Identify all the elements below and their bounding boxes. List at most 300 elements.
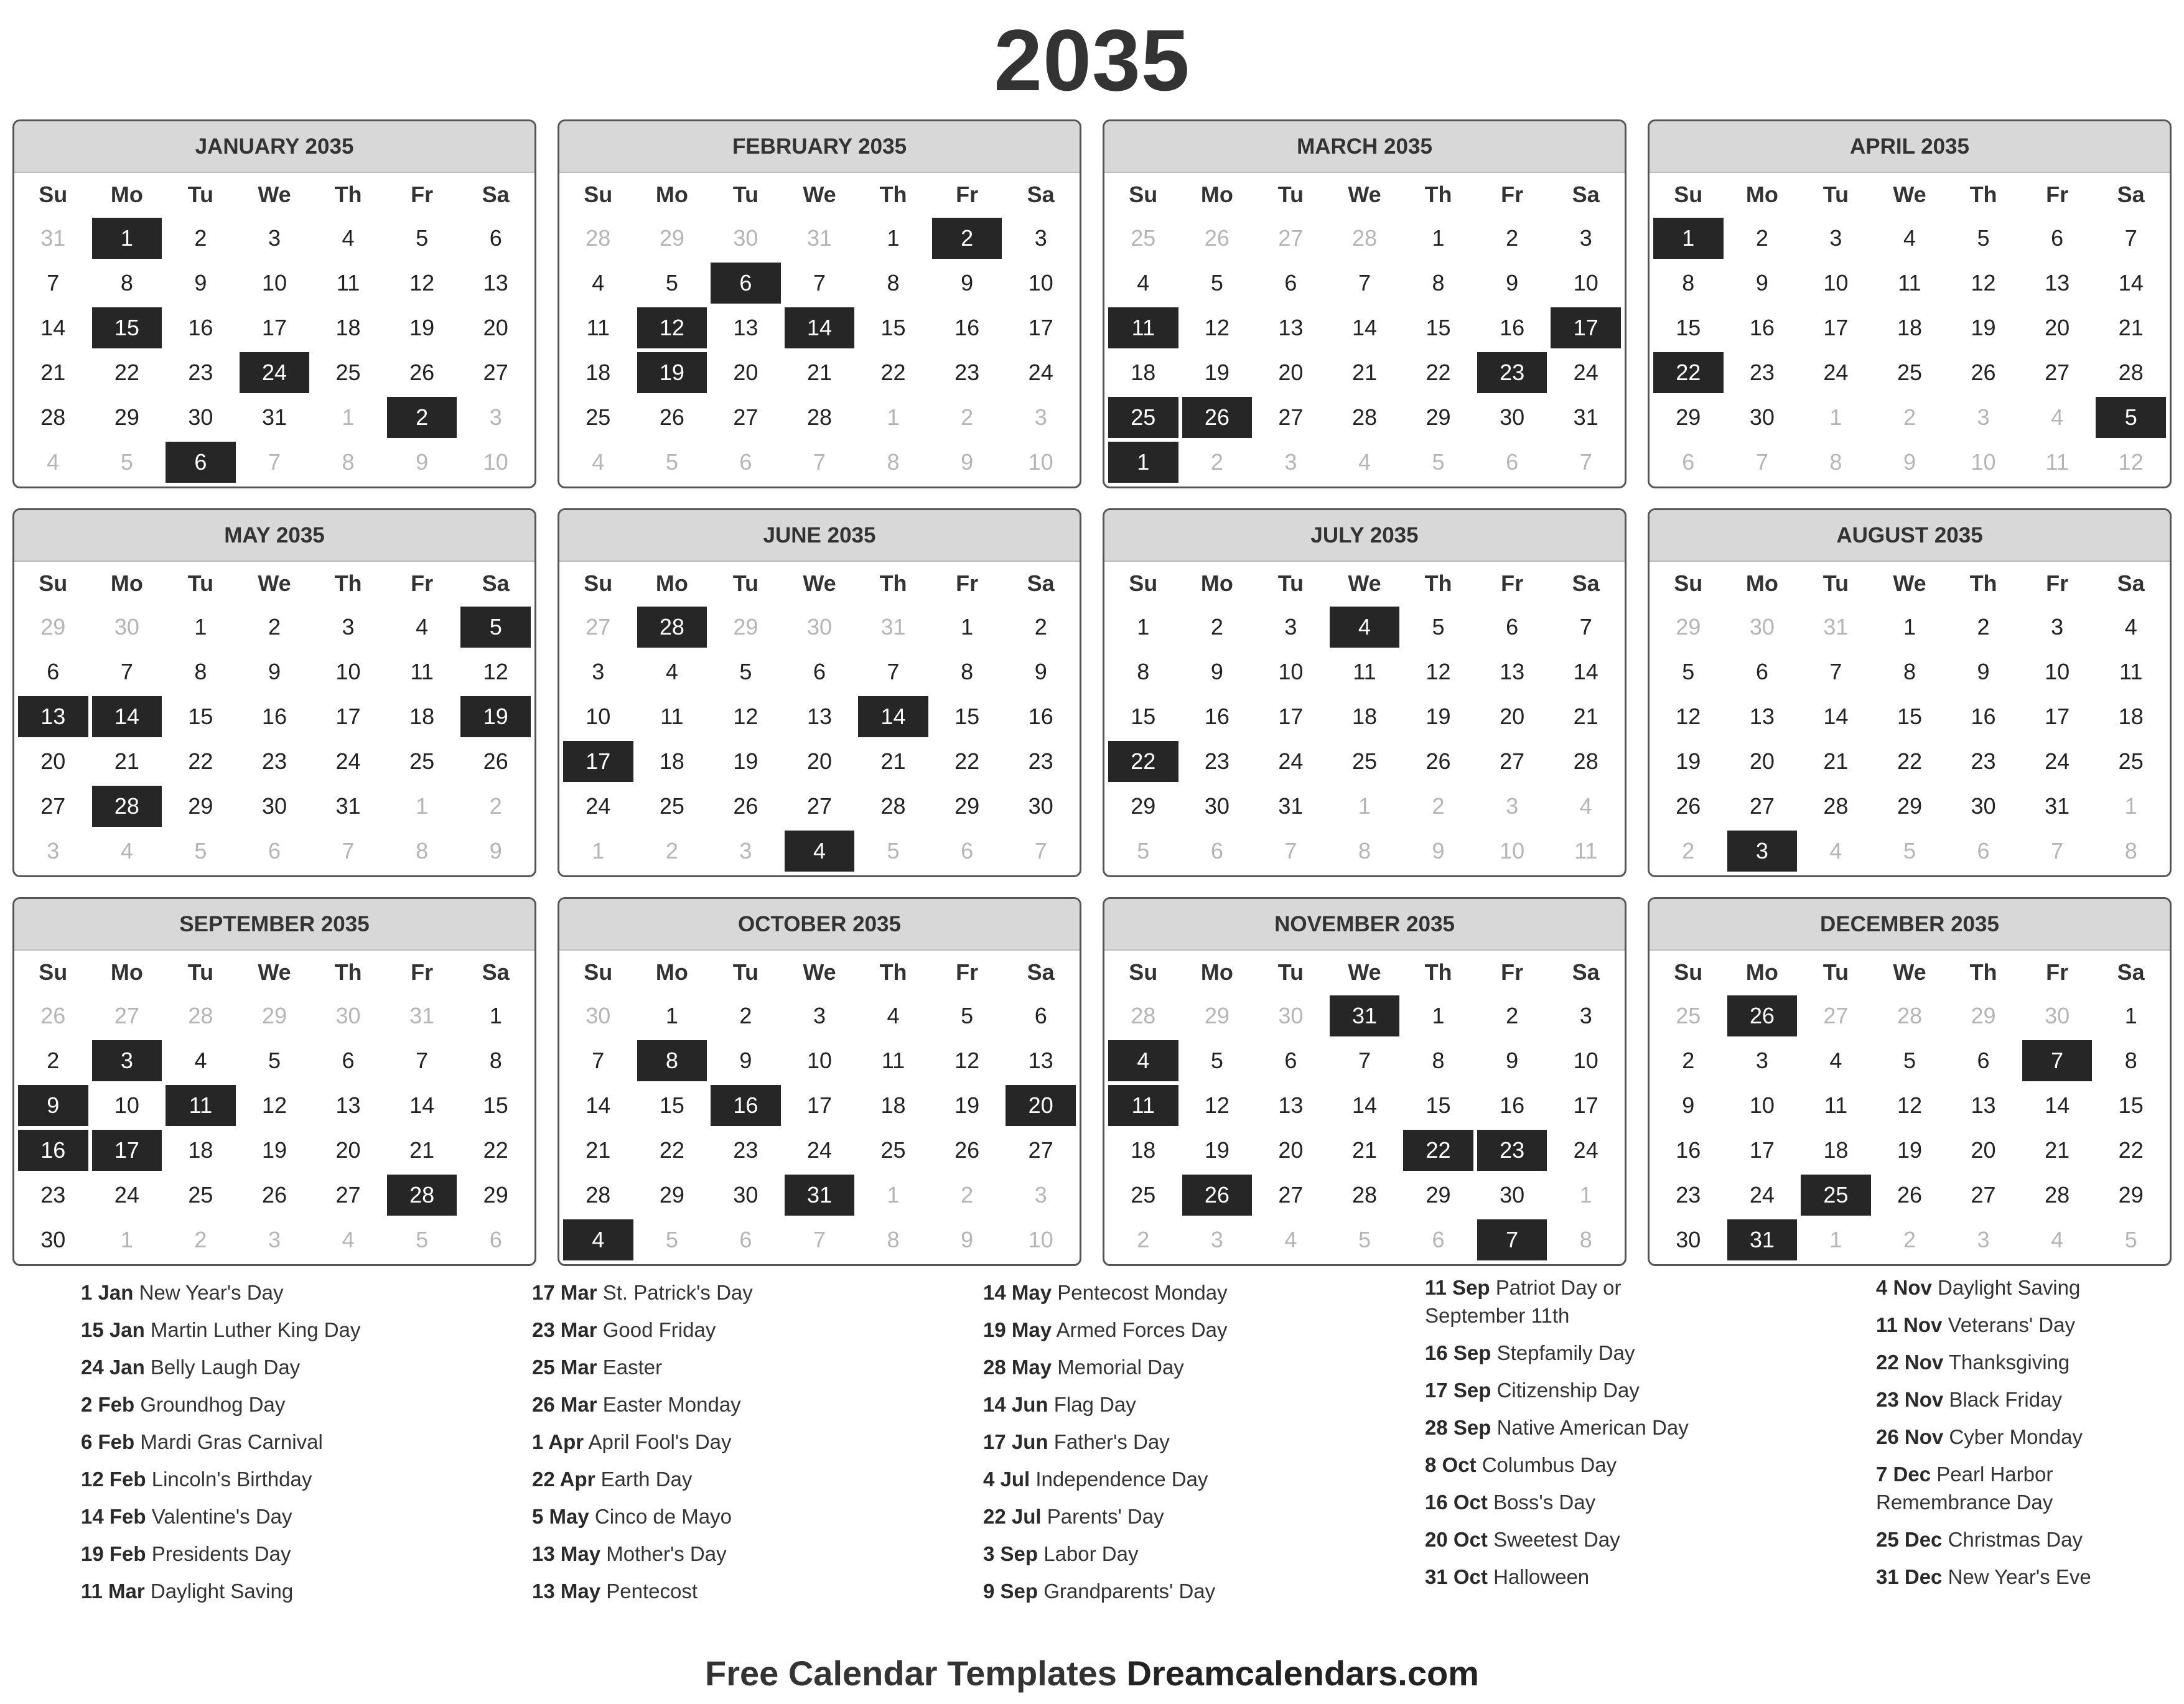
day-cell: 8	[932, 651, 1002, 692]
day-cell: 11	[313, 263, 383, 304]
day-cell: 18	[1108, 1130, 1178, 1171]
day-cell: 25	[1875, 352, 1945, 393]
holiday-item	[532, 1428, 955, 1456]
day-cell: 13	[2022, 263, 2093, 304]
day-cell-adjacent-month: 6	[1182, 831, 1253, 872]
day-cell-adjacent-month: 9	[932, 442, 1002, 483]
day-cell: 8	[2096, 1040, 2166, 1081]
day-cell-adjacent-month: 3	[1006, 1175, 1076, 1216]
holiday-item	[1876, 1460, 2144, 1516]
day-cell: 16	[1653, 1130, 1724, 1171]
day-cell: 8	[1108, 651, 1178, 692]
month-title: FEBRUARY 2035	[559, 121, 1080, 173]
day-cell: 13	[1948, 1085, 2018, 1126]
holiday-date: 13 May	[532, 1580, 601, 1603]
day-cell: 17	[2022, 696, 2093, 737]
day-cell: 12	[460, 651, 531, 692]
holiday-name: Mardi Gras Carnival	[140, 1430, 323, 1453]
day-cell-adjacent-month: 28	[1108, 995, 1178, 1036]
day-cell: 25	[313, 352, 383, 393]
day-cell: 6	[313, 1040, 383, 1081]
holiday-name: Pearl Harbor Remembrance Day	[1876, 1463, 2053, 1514]
day-cell-adjacent-month: 1	[1330, 786, 1400, 827]
day-cell: 6	[1256, 1040, 1326, 1081]
day-cell-adjacent-month: 30	[785, 607, 855, 648]
holiday-date: 9 Sep	[983, 1580, 1038, 1603]
weekday-label: Sa	[1572, 182, 1600, 207]
day-cell: 9	[166, 263, 236, 304]
day-cell: 23	[18, 1175, 88, 1216]
holiday-name: Cinco de Mayo	[594, 1505, 732, 1528]
holiday-date: 26 Mar	[532, 1393, 597, 1416]
day-cell: 5	[932, 995, 1002, 1036]
day-cell: 29	[460, 1175, 531, 1216]
day-cell: 20	[460, 307, 531, 348]
day-cell: 18	[563, 352, 633, 393]
day-cell: 18	[1108, 352, 1178, 393]
day-cell: 15	[1653, 307, 1724, 348]
weekday-label: Tu	[187, 182, 214, 207]
day-cell: 17	[240, 307, 310, 348]
day-cell: 7	[858, 651, 928, 692]
day-cell: 12	[1653, 696, 1724, 737]
day-cell-adjacent-month: 3	[711, 831, 781, 872]
day-cell: 21	[1330, 1130, 1400, 1171]
holiday-date: 19 May	[983, 1318, 1052, 1341]
day-cell-adjacent-month: 25	[1108, 218, 1178, 259]
day-cell: 25	[563, 397, 633, 438]
weekday-label: Sa	[1572, 570, 1600, 596]
day-cell: 14	[387, 1085, 457, 1126]
month-calendar	[1648, 119, 2172, 488]
weekday-label: Su	[39, 182, 68, 207]
holiday-item	[1425, 1488, 1692, 1516]
day-cell-adjacent-month: 30	[1727, 607, 1798, 648]
holiday-item	[1876, 1423, 2144, 1451]
day-cell: 20	[18, 741, 88, 782]
day-cell: 26	[932, 1130, 1002, 1171]
weekday-label: Su	[1129, 959, 1158, 985]
day-cell: 14	[18, 307, 88, 348]
month-calendar	[558, 897, 1081, 1266]
day-cell-adjacent-month: 27	[1801, 995, 1871, 1036]
holiday-column-3	[983, 1278, 1406, 1614]
day-cell: 12	[387, 263, 457, 304]
day-cell: 18	[858, 1085, 928, 1126]
day-cell: 19	[1182, 1130, 1253, 1171]
holiday-item	[1876, 1273, 2144, 1301]
holiday-list	[0, 1278, 2184, 1627]
day-cell-adjacent-month: 31	[387, 995, 457, 1036]
day-cell-adjacent-month: 8	[2096, 831, 2166, 872]
holiday-date: 4 Jul	[983, 1468, 1030, 1491]
day-cell: 25	[1330, 741, 1400, 782]
day-cell: 2	[1948, 607, 2018, 648]
days-grid	[14, 562, 534, 875]
day-cell: 8	[92, 263, 162, 304]
day-cell: 9	[1006, 651, 1076, 692]
weekday-label: Su	[39, 570, 68, 596]
day-cell: 26	[1875, 1175, 1945, 1216]
day-cell-holiday: 6	[166, 442, 236, 483]
weekday-label: Tu	[732, 959, 759, 985]
day-cell-adjacent-month: 3	[1256, 442, 1326, 483]
weekday-label: Tu	[1277, 182, 1304, 207]
day-cell: 27	[1006, 1130, 1076, 1171]
day-cell: 24	[92, 1175, 162, 1216]
day-cell: 22	[1403, 352, 1473, 393]
day-cell-holiday: 11	[166, 1085, 236, 1126]
day-cell: 6	[1948, 1040, 2018, 1081]
holiday-item	[532, 1502, 955, 1530]
weekday-label: Su	[1674, 959, 1703, 985]
day-cell-adjacent-month: 3	[1948, 397, 2018, 438]
day-cell-adjacent-month: 1	[2096, 786, 2166, 827]
weekday-label: Fr	[411, 182, 434, 207]
day-cell-holiday: 26	[1727, 995, 1798, 1036]
day-cell: 31	[240, 397, 310, 438]
day-cell: 7	[1330, 1040, 1400, 1081]
day-cell-adjacent-month: 31	[1801, 607, 1871, 648]
day-cell: 22	[858, 352, 928, 393]
weekday-label: Mo	[1745, 182, 1778, 207]
day-cell: 15	[1403, 307, 1473, 348]
day-cell: 13	[313, 1085, 383, 1126]
day-cell: 5	[387, 218, 457, 259]
holiday-name: Grandparents' Day	[1043, 1580, 1216, 1603]
weekday-label: Th	[334, 570, 362, 596]
day-cell-adjacent-month: 27	[92, 995, 162, 1036]
holiday-column-4	[1425, 1273, 1692, 1600]
holiday-name: Thanksgiving	[1948, 1351, 2070, 1374]
holiday-item	[1876, 1525, 2144, 1553]
month-title: MARCH 2035	[1104, 121, 1625, 173]
weekday-label: We	[1348, 959, 1381, 985]
day-cell: 24	[313, 741, 383, 782]
day-cell-adjacent-month: 3	[18, 831, 88, 872]
weekday-label: Sa	[482, 959, 510, 985]
holiday-name: Mother's Day	[606, 1542, 727, 1565]
weekday-label: Th	[1424, 182, 1452, 207]
day-cell: 16	[1477, 1085, 1547, 1126]
weekday-label: We	[803, 570, 836, 596]
holiday-item	[983, 1465, 1406, 1493]
day-cell: 3	[1256, 607, 1326, 648]
days-grid	[1650, 562, 2170, 875]
day-cell: 16	[932, 307, 1002, 348]
day-cell: 9	[1653, 1085, 1724, 1126]
day-cell: 28	[563, 1175, 633, 1216]
day-cell: 24	[2022, 741, 2093, 782]
day-cell-adjacent-month: 2	[637, 831, 707, 872]
month-calendar	[1103, 897, 1626, 1266]
day-cell: 14	[1551, 651, 1621, 692]
day-cell: 2	[18, 1040, 88, 1081]
day-cell: 15	[858, 307, 928, 348]
day-cell: 5	[1182, 1040, 1253, 1081]
day-cell: 4	[1875, 218, 1945, 259]
day-cell-adjacent-month: 29	[1948, 995, 2018, 1036]
page-title: 2035	[994, 11, 1190, 109]
holiday-item	[81, 1540, 504, 1568]
day-cell-adjacent-month: 30	[563, 995, 633, 1036]
day-cell: 12	[240, 1085, 310, 1126]
holiday-date: 1 Apr	[532, 1430, 584, 1453]
day-cell-holiday: 17	[563, 741, 633, 782]
day-cell: 10	[313, 651, 383, 692]
month-title: JANUARY 2035	[14, 121, 534, 173]
weekday-label: Tu	[1277, 959, 1304, 985]
day-cell: 27	[2022, 352, 2093, 393]
day-cell-adjacent-month: 6	[932, 831, 1002, 872]
day-cell: 11	[1875, 263, 1945, 304]
day-cell: 31	[2022, 786, 2093, 827]
day-cell: 25	[637, 786, 707, 827]
holiday-date: 14 May	[983, 1281, 1052, 1304]
day-cell: 18	[2096, 696, 2166, 737]
day-cell: 18	[166, 1130, 236, 1171]
day-cell-adjacent-month: 8	[1551, 1219, 1621, 1260]
day-cell: 10	[240, 263, 310, 304]
month-title: NOVEMBER 2035	[1104, 899, 1625, 951]
day-cell: 21	[785, 352, 855, 393]
day-cell-adjacent-month: 5	[387, 1219, 457, 1260]
weekday-label: Mo	[1745, 959, 1778, 985]
months-grid	[12, 119, 2172, 1266]
day-cell: 4	[166, 1040, 236, 1081]
day-cell-adjacent-month: 4	[1801, 831, 1871, 872]
day-cell-holiday: 7	[2022, 1040, 2093, 1081]
day-cell-adjacent-month: 7	[785, 1219, 855, 1260]
holiday-item	[983, 1502, 1406, 1530]
holiday-name: Daylight Saving	[150, 1580, 294, 1603]
day-cell: 1	[2096, 995, 2166, 1036]
day-cell: 19	[1403, 696, 1473, 737]
month-title: AUGUST 2035	[1650, 510, 2170, 562]
day-cell: 6	[460, 218, 531, 259]
holiday-name: Stepfamily Day	[1496, 1341, 1635, 1364]
footer-brand: Dreamcalendars.com	[1126, 1654, 1479, 1693]
day-cell: 27	[18, 786, 88, 827]
day-cell: 17	[1256, 696, 1326, 737]
day-cell-holiday: 4	[563, 1219, 633, 1260]
weekday-label: Fr	[411, 570, 434, 596]
weekday-label: Su	[1129, 182, 1158, 207]
day-cell: 7	[1551, 607, 1621, 648]
day-cell: 27	[1727, 786, 1798, 827]
day-cell-adjacent-month: 1	[387, 786, 457, 827]
day-cell: 30	[1727, 397, 1798, 438]
day-cell: 18	[313, 307, 383, 348]
day-cell-adjacent-month: 31	[785, 218, 855, 259]
day-cell: 8	[1403, 1040, 1473, 1081]
day-cell-adjacent-month: 6	[1403, 1219, 1473, 1260]
day-cell: 26	[387, 352, 457, 393]
day-cell: 15	[460, 1085, 531, 1126]
holiday-item	[532, 1540, 955, 1568]
weekday-label: Th	[879, 959, 907, 985]
day-cell: 3	[563, 651, 633, 692]
holiday-date: 4 Nov	[1876, 1276, 1932, 1299]
days-grid	[1650, 173, 2170, 487]
holiday-item	[1876, 1311, 2144, 1339]
day-cell-adjacent-month: 12	[2096, 442, 2166, 483]
day-cell-adjacent-month: 28	[1330, 218, 1400, 259]
day-cell: 23	[1182, 741, 1253, 782]
weekday-label: Su	[1129, 570, 1158, 596]
holiday-item	[532, 1353, 955, 1381]
month-calendar	[1648, 897, 2172, 1266]
day-cell-adjacent-month: 29	[240, 995, 310, 1036]
weekday-label: Th	[1969, 182, 1997, 207]
day-cell: 2	[1006, 607, 1076, 648]
holiday-date: 6 Feb	[81, 1430, 135, 1453]
day-cell-adjacent-month: 9	[387, 442, 457, 483]
day-cell: 15	[637, 1085, 707, 1126]
day-cell: 1	[1108, 607, 1178, 648]
day-cell: 8	[858, 263, 928, 304]
day-cell: 23	[240, 741, 310, 782]
day-cell-holiday: 5	[2096, 397, 2166, 438]
holiday-date: 25 Mar	[532, 1356, 597, 1379]
day-cell-holiday: 12	[637, 307, 707, 348]
day-cell: 29	[1108, 786, 1178, 827]
day-cell: 7	[1330, 263, 1400, 304]
day-cell-adjacent-month: 2	[1182, 442, 1253, 483]
day-cell: 5	[711, 651, 781, 692]
weekday-label: Th	[1969, 959, 1997, 985]
day-cell: 10	[1551, 263, 1621, 304]
day-cell: 11	[1330, 651, 1400, 692]
day-cell-holiday: 17	[92, 1130, 162, 1171]
day-cell-holiday: 9	[18, 1085, 88, 1126]
weekday-label: Fr	[1501, 959, 1524, 985]
day-cell-holiday: 3	[92, 1040, 162, 1081]
day-cell: 17	[1006, 307, 1076, 348]
day-cell: 5	[240, 1040, 310, 1081]
day-cell-adjacent-month: 9	[932, 1219, 1002, 1260]
day-cell-adjacent-month: 2	[932, 397, 1002, 438]
day-cell: 26	[240, 1175, 310, 1216]
day-cell: 11	[563, 307, 633, 348]
holiday-date: 17 Mar	[532, 1281, 597, 1304]
month-calendar	[12, 508, 536, 877]
day-cell: 29	[92, 397, 162, 438]
day-cell: 18	[637, 741, 707, 782]
day-cell: 10	[2022, 651, 2093, 692]
day-cell-adjacent-month: 1	[92, 1219, 162, 1260]
holiday-item	[1425, 1525, 1692, 1553]
day-cell: 14	[1330, 1085, 1400, 1126]
holiday-name: Groundhog Day	[140, 1393, 286, 1416]
holiday-item	[532, 1278, 955, 1306]
day-cell: 18	[387, 696, 457, 737]
day-cell-adjacent-month: 6	[460, 1219, 531, 1260]
day-cell: 23	[1727, 352, 1798, 393]
day-cell: 20	[785, 741, 855, 782]
holiday-date: 22 Jul	[983, 1505, 1042, 1528]
holiday-name: Pentecost	[606, 1580, 698, 1603]
day-cell: 8	[1403, 263, 1473, 304]
holiday-item	[983, 1278, 1406, 1306]
holiday-name: Columbus Day	[1482, 1453, 1617, 1476]
day-cell: 28	[18, 397, 88, 438]
day-cell: 3	[240, 218, 310, 259]
day-cell: 10	[1006, 263, 1076, 304]
day-cell-holiday: 4	[785, 831, 855, 872]
weekday-label: Th	[879, 182, 907, 207]
weekday-label: Tu	[732, 182, 759, 207]
day-cell: 1	[166, 607, 236, 648]
weekday-label: We	[1893, 959, 1926, 985]
day-cell-adjacent-month: 29	[1653, 607, 1724, 648]
day-cell-adjacent-month: 6	[711, 1219, 781, 1260]
day-cell: 27	[1948, 1175, 2018, 1216]
day-cell: 4	[313, 218, 383, 259]
weekday-label: Th	[334, 959, 362, 985]
holiday-date: 28 May	[983, 1356, 1052, 1379]
day-cell: 30	[18, 1219, 88, 1260]
day-cell: 5	[1653, 651, 1724, 692]
day-cell-adjacent-month: 1	[858, 1175, 928, 1216]
day-cell-adjacent-month: 2	[1875, 1219, 1945, 1260]
weekday-label: Su	[1674, 570, 1703, 596]
weekday-label: We	[1348, 570, 1381, 596]
holiday-item	[1876, 1385, 2144, 1413]
day-cell: 28	[1330, 397, 1400, 438]
day-cell-adjacent-month: 10	[1006, 442, 1076, 483]
day-cell: 7	[92, 651, 162, 692]
day-cell: 7	[2096, 218, 2166, 259]
day-cell: 26	[460, 741, 531, 782]
weekday-label: Sa	[1027, 570, 1055, 596]
day-cell: 4	[1108, 263, 1178, 304]
weekday-label: Tu	[1277, 570, 1304, 596]
weekday-label: Fr	[956, 570, 979, 596]
day-cell: 17	[313, 696, 383, 737]
day-cell: 3	[1006, 218, 1076, 259]
day-cell: 30	[1653, 1219, 1724, 1260]
holiday-name: Good Friday	[602, 1318, 716, 1341]
day-cell-holiday: 31	[1727, 1219, 1798, 1260]
day-cell-adjacent-month: 2	[1403, 786, 1473, 827]
day-cell: 27	[711, 397, 781, 438]
holiday-item	[983, 1390, 1406, 1418]
days-grid	[559, 173, 1080, 487]
day-cell-adjacent-month: 7	[2022, 831, 2093, 872]
holiday-item	[81, 1502, 504, 1530]
day-cell-adjacent-month: 2	[932, 1175, 1002, 1216]
day-cell: 21	[1551, 696, 1621, 737]
weekday-label: Mo	[110, 959, 143, 985]
day-cell: 10	[563, 696, 633, 737]
day-cell-adjacent-month: 8	[387, 831, 457, 872]
day-cell-adjacent-month: 31	[858, 607, 928, 648]
day-cell-adjacent-month: 9	[1875, 442, 1945, 483]
day-cell: 5	[1948, 218, 2018, 259]
weekday-label: Su	[39, 959, 68, 985]
holiday-date: 14 Feb	[81, 1505, 146, 1528]
day-cell: 1	[1875, 607, 1945, 648]
day-cell-holiday: 31	[785, 1175, 855, 1216]
weekday-label: Fr	[956, 182, 979, 207]
day-cell: 30	[1477, 397, 1547, 438]
weekday-label: Th	[1969, 570, 1997, 596]
day-cell: 29	[932, 786, 1002, 827]
day-cell: 28	[858, 786, 928, 827]
weekday-label: Su	[584, 570, 613, 596]
day-cell: 6	[18, 651, 88, 692]
